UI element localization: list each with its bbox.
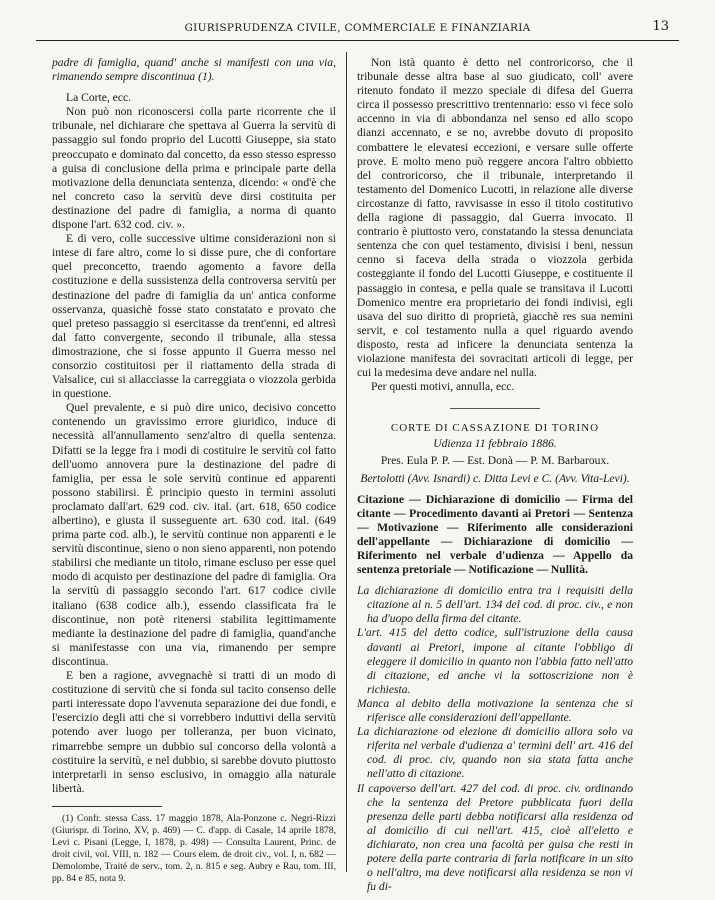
- maxim: La dichiarazione di domicilio entra tra i requisiti della citazione al n. 5 dell'art. 134 del cod. di proc. civ., e non ha d'uopo della firma del citante.: [357, 584, 633, 626]
- footnotes: [52, 813, 336, 885]
- page-number: 13: [652, 19, 669, 34]
- paragraph: E ben a ragione, avvegnachè si tratti di un modo di costituzione di servitù che si fonda sul tacito consenso delle parti interessate dopo l'avvenuta separazione dei due fondi, e l'esercizio degli atti che si vorrebbero induttivi della servitù potendo aver luogo per tolleranza, per buon vicinato, rimarrebbe sempre un dubbio sul concorso della volontà a costituire la servitù, e nel dubbio, si sarebbe dovuto piuttosto interpretarli in senso esclusivo, in omaggio alla naturale libertà.: [52, 669, 336, 795]
- maxim: Manca al debito della motivazione la sentenza che si riferisce alle considerazioni dell'appellante.: [357, 696, 633, 725]
- dispositive-line: Per questi motivi, annulla, ecc.: [371, 380, 515, 394]
- right-column: [357, 56, 633, 894]
- parties-line: Bertolotti (Avv. Isnardi) c. Ditta Levi e C. (Avv. Vita-Levi).: [360, 471, 630, 485]
- maxim: Il capoverso dell'art. 427 del cod. di proc. civ. ordinando che la sentenza del Pretore pubblicata fuori della presenza delle parti debba notificarsi alla residenza od al domicilio di cui nell'art. 415, cioè all'eletto e dichiarato, non crea una facoltà per guisa che resti in potere della parte contraria di farla notificare in un sito o nell'altro, ma deve notificarsi alla residenza se non vi fu di-: [357, 781, 633, 894]
- la-corte-line: La Corte, ecc.: [66, 91, 132, 105]
- paragraph: Non istà quanto è detto nel controricorso, che il tribunale desse altra base al suo giudicato, coll' avere ritenuto fondato il mezzo speciale di difesa del Guerra circa il possesso prescrittivo trentennario: esso vi fece solo accenno in via di abbondanza nel senso ed allo scopo dianzi accennato, e se no, avrebbe dovuto di proposito combattere le elevatesi eccezioni, e versare sulle offerte prove. E molto meno può reggere ancora l'altro obbietto del controricorso, che il tribunale, interpretando il testamento del Domenico Lucotti, in relazione alle diverse circostanze di fatto, ravvisasse in esso il titolo costitutivo della ragione di passaggio, dal Guerra invocato. Il contrario è piuttosto vero, constatando la stessa denunciata sentenza che con quel testamento, divisisi i beni, nessun cenno si faceva della strada o viozzola gerbida costeggiante il fondo del Lucotti Giuseppe, e costituente il passaggio in contesa, e pella quale se transitava il Lucotti Domenico mentre era proprietario dei fondi indivisi, egli usava del suo diritto di proprietà, giacchè res sua nemini servit, e col testamento nulla a quel riguardo avendo disposto, resta ad inficere la denunciata sentenza la violazione manifesta dei sovracitati articoli di legge, per cui la medesima deve andare nel nulla.: [357, 56, 633, 380]
- keywords-block: Citazione — Dichiarazione di domicilio — Firma del citante — Procedimento davanti ai Pretori — Sentenza — Motivazione — Riferimento alle considerazioni dell'appellante — Dichiarazione di domicilio — Riferimento nel verbale d'udienza — Appello da sentenza pretoriale — Notificazione — Nullità.: [357, 492, 633, 577]
- column-divider: [346, 52, 347, 872]
- hearing-date: Udienza 11 febbraio 1886.: [433, 437, 557, 451]
- maxim: L'art. 415 del detto codice, sull'istruzione della causa davanti ai Pretori, impone al citante l'obbligo di eleggere il domicilio in quanto non l'abbia fatto nell'atto di citazione, ed anche vi la sottoscrizione non è richiesta.: [357, 626, 633, 696]
- judges-line: Pres. Eula P. P. — Est. Donà — P. M. Barbaroux.: [380, 454, 610, 468]
- left-column: [52, 56, 336, 885]
- journal-title: GIURISPRUDENZA CIVILE, COMMERCIALE E FINANZIARIA: [184, 22, 531, 34]
- court-heading: CORTE DI CASSAZIONE DI TORINO: [390, 422, 600, 435]
- intro-maxim: padre di famiglia, quand' anche si manifesti con una via, rimanendo sempre discontinua (1).: [52, 56, 336, 84]
- paragraph: E di vero, colle successive ultime considerazioni non si intese di fare altro, come lo si disse pure, che di confortare quel preconcetto, traendo agomento a favore della costituzione e della sussistenza della controversa servitù per destinazione del padre di famiglia da un' antica conforme osservanza, quasichè fosse stato constatato e provato che quel preteso passaggio si esercitasse da trent'enni, ed altresì dal fatto convergente, secondo il tribunale, alla stessa dimostrazione, che si fosse appunto il Guerra messo nel consorzio costituitosi per il riattamento della strada di Valsalice, cui si allacciasse la carreggiata o viozzola gerbida in questione.: [52, 232, 336, 401]
- paragraph: Quel prevalente, e si può dire unico, decisivo concetto contenendo un gravissimo errore giuridico, induce di necessità all'annullamento senz'altro di quella sentenza. Difatti se la legge fra i modi di costituire le servitù col fatto dell'uomo annovera pure la destinazione del padre di famiglia, per essa le sole servitù continue ed apparenti possono stabilirsi. È principio questo in termini assoluti proclamato dall'art. 629 cod. civ. ital. (art. 618, 650 codice albertino), e giusta il susseguente art. 630 cod. ital. (649 prima parte cod. alb.), le servitù continue non apparenti e le servitù discontinue, sieno o non sieno apparenti, non potendo stabilirsi che mediante un titolo, rimane escluso per esse quel modo di acquisto per destinazione del padre di famiglia. Ora la servitù di passaggio secondo l'art. 617 codice civile italiano (638 codice alb.), essendo classificata fra le discontinue, non potè ritenersi stabilita legittimamente mediante la destinazione del padre di famiglia, quand'anche si manifestasse con una via, rimanendo per sempre discontinua.: [52, 401, 336, 668]
- running-header: [36, 18, 679, 41]
- section-separator: [450, 408, 540, 409]
- footnote-1: (1) Confr. stessa Cass. 17 maggio 1878, Ala-Ponzone c. Negri-Rizzi (Giurispr. di Torino, XV, p. 469) — C. d'app. di Casale, 14 aprile 1878, Levi c. Pisani (Legge, I, 1878, p. 498) — Consulta Laurent, Princ. de droit civil, vol. VIII, n. 182 — Cours elem. de droit civ., vol. I, n. 682 — Demolombe, Traité de serv., tom. 2, n. 815 e seg. Aubry e Rau, tom. III, pp. 84 e 85, nota 9.: [52, 812, 336, 884]
- paragraph: Non può non riconoscersi colla parte ricorrente che il tribunale, nel dichiarare che spettava al Guerra la servitù di passaggio sul fondo proprio del Lucotti Giuseppe, sia stato preoccupato e dominato dal concetto, da esso stesso espresso a guisa di conclusione della prima e principale parte della motivazione della denunciata sentenza, dicendo: « ond'è che nel concreto caso la servitù deve dirsi costituita per destinazione del padre di famiglia, a norma di quanto dispone l'art. 632 cod. civ. ».: [52, 105, 336, 232]
- footnote-rule: [52, 806, 162, 807]
- maxim: La dichiarazione od elezione di domicilio allora solo va riferita nel verbale d'udienza a' termini dell' art. 416 del cod. di proc. civ, quando non sia stata fatta anche nell'atto di citazione.: [357, 725, 633, 781]
